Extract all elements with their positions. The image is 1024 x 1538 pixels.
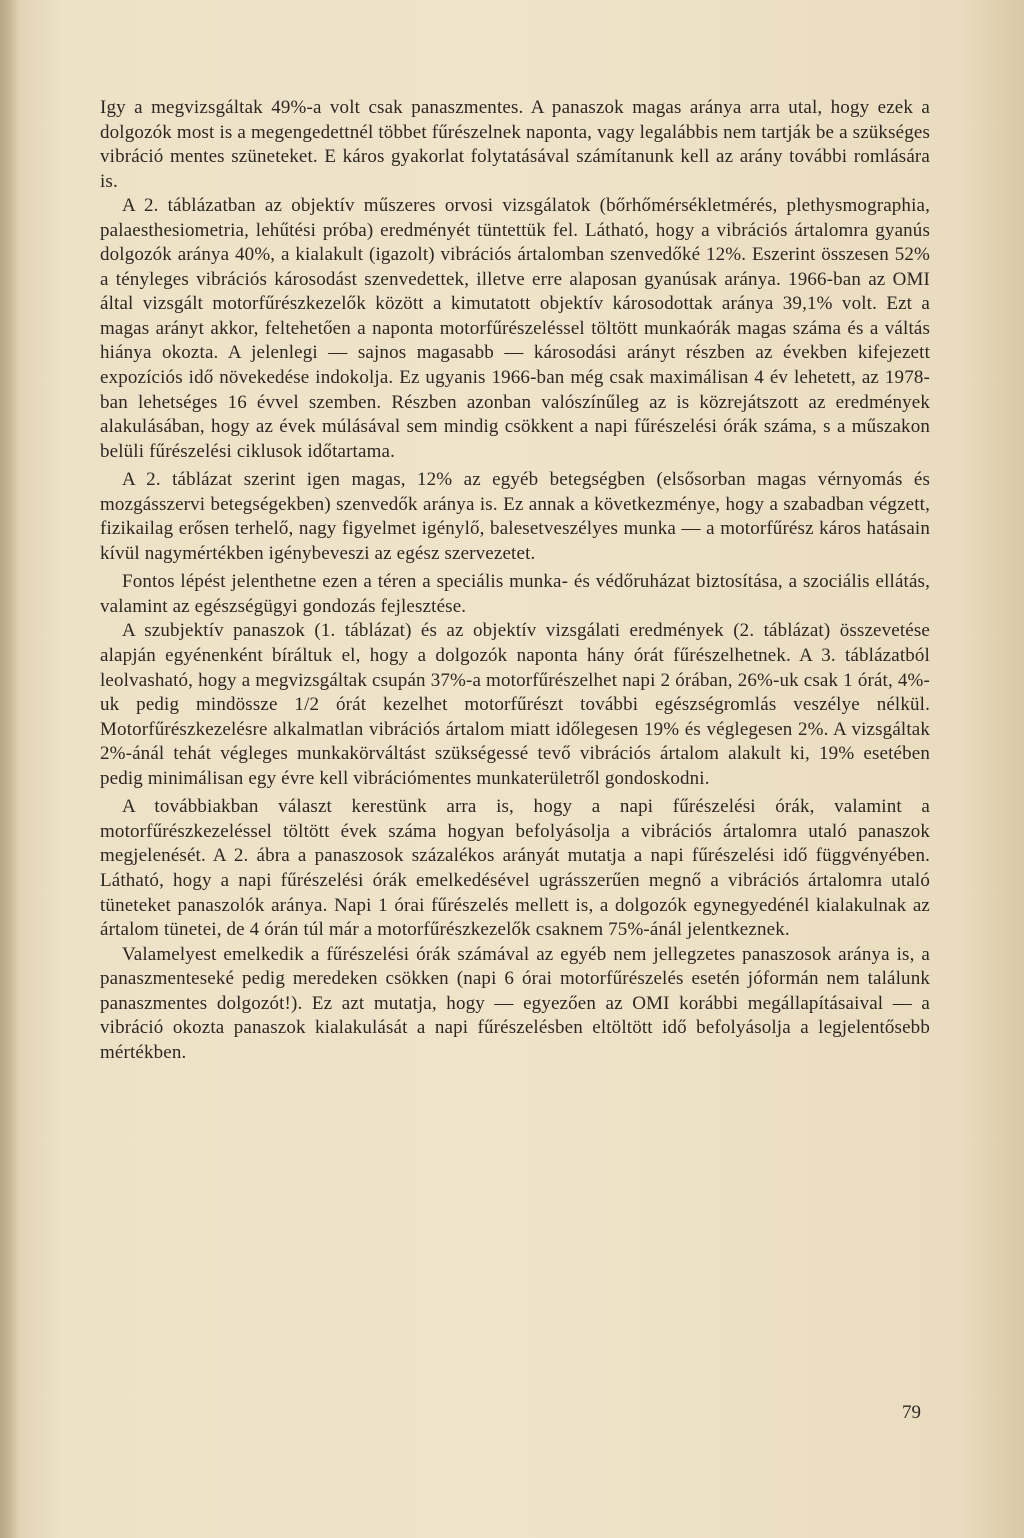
page-number: 79: [902, 1402, 921, 1423]
paragraph: A 2. táblázat szerint igen magas, 12% az egyéb betegségben (elsősorban magas vérnyomás és mozgásszervi betegségekben) szenvedők aránya is. Ez annak a következménye, hogy a szabadban végzett, fizikailag erősen terhelő, nagy figyelmet igénylő, balesetveszélyes munka — a motorfűrész káros hatásain kívül nagymértékben igénybeveszi az egész szervezetet.: [100, 469, 930, 564]
paragraph: A szubjektív panaszok (1. táblázat) és az objektív vizsgálati eredmények (2. táblázat) összevetése alapján egyénenként bíráltuk el, hogy a dolgozók naponta hány órát fűrészelhetnek. A 3. táblázatból leolvasható, hogy a megvizsgáltak csupán 37%-a motorfűrészelhet napi 2 órában, 26%-uk csak 1 órát, 4%-uk pedig mindössze 1/2 órát kezelhet motorfűrészt további egészségromlás veszélye nélkül. Motorfűrészkezelésre alkalmatlan vibrációs ártalom miatt időlegesen 19% és véglegesen 2%. A vizsgáltak 2%-ánál tehát végleges munkakörváltást szükségessé tevő vibrációs ártalom alakult ki, 19% esetében pedig minimálisan egy évre kell vibrációmentes munkaterületről gondoskodni.: [100, 620, 930, 789]
paragraph: Fontos lépést jelenthetne ezen a téren a speciális munka- és védőruházat biztosítása, a szociális ellátás, valamint az egészségügyi gondozás fejlesztése.: [100, 571, 930, 617]
paragraph: A továbbiakban választ kerestünk arra is, hogy a napi fűrészelési órák, valamint a motorfűrészkezeléssel töltött évek száma hogyan befolyásolja a vibrációs ártalomra utaló panaszok megjelenését. A 2. ábra a panaszosok százalékos arányát mutatja a napi fűrészelési idő függvényében. Látható, hogy a napi fűrészelési órák emelkedésével ugrásszerűen megnő a vibrációs ártalomra utaló tüneteket panaszolók aránya. Napi 1 órai fűrészelés mellett is, a dolgozók egynegyedénél kialakulnak az ártalom tünetei, de 4 órán túl már a motorfűrészkezelők csaknem 75%-ánál jelentkeznek.: [100, 796, 930, 941]
body-text: [100, 96, 930, 1065]
gutter-shadow: [0, 0, 18, 1538]
paragraph: A 2. táblázatban az objektív műszeres orvosi vizsgálatok (bőrhőmérsékletmérés, plethysmographia, palaesthesiometria, lehűtési próba) eredményét tüntettük fel. Látható, hogy a vibrációs ártalomra gyanús dolgozók aránya 40%, a kialakult (igazolt) vibrációs ártalomban szenvedőké 12%. Eszerint összesen 52% a tényleges vibrációs károsodást szenvedettek, illetve erre alaposan gyanúsak aránya. 1966-ban az OMI által vizsgált motorfűrészkezelők között a kimutatott objektív károsodottak aránya 39,1% volt. Ezt a magas arányt akkor, feltehetően a naponta motorfűrészeléssel töltött munkaórák magas száma és a váltás hiánya okozta. A jelenlegi — sajnos magasabb — károsodási arányt részben az években kifejezett expozíciós idő növekedése indokolja. Ez ugyanis 1966-ban még csak maximálisan 4 év lehetett, az 1978-ban lehetséges 16 évvel szemben. Részben azonban valószínűleg az is közrejátszott az eredmények alakulásában, hogy az évek múlásával sem mindig csökkent a napi fűrészelési órák száma, s a műszakon belüli fűrészelési ciklusok időtartama.: [100, 195, 930, 462]
paragraph: Igy a megvizsgáltak 49%-a volt csak panaszmentes. A panaszok magas aránya arra utal, hogy ezek a dolgozók most is a megengedettnél többet fűrészelnek naponta, vagy legalábbis nem tartják be a szükséges vibráció mentes szüneteket. E káros gyakorlat folytatásával számítanunk kell az arány további romlására is.: [100, 97, 930, 192]
paragraph: Valamelyest emelkedik a fűrészelési órák számával az egyéb nem jellegzetes panaszosok aránya is, a panaszmenteseké pedig meredeken csökken (napi 6 órai motorfűrészelés esetén jóformán nem találunk panaszmentes dolgozót!). Ez azt mutatja, hogy — egyezően az OMI korábbi megállapításaival — a vibráció okozta panaszok kialakulását a napi fűrészelésben eltöltött idő befolyásolja a legjelentősebb mértékben.: [100, 943, 930, 1063]
